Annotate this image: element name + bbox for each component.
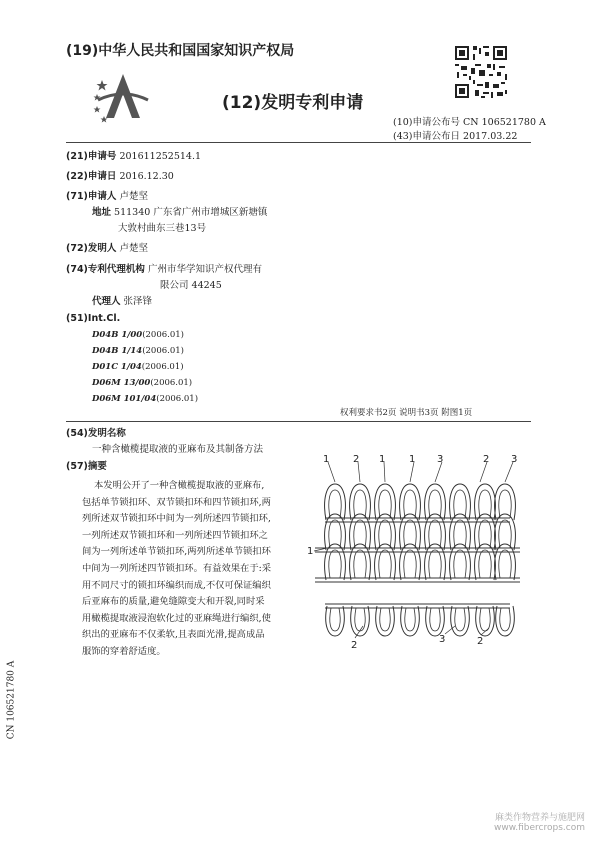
abstract-line: 中间为一列所述四节锁扣环。有益效果在于:采 [82,562,272,574]
abstract-line: 列所述双节锁扣环中间为一列所述四节锁扣环, [82,513,271,525]
ref-label: 1 [307,546,314,557]
ipc-entry: D06M 13/00(2006.01) [92,378,193,388]
fabric-loop-figure [305,448,530,663]
abstract-line: 包括单节锁扣环、双节锁扣环和四节锁扣环,两 [82,496,271,508]
application-number-row [66,148,201,162]
publication-date: (43)申请公布日 2017.03.22 [393,131,518,142]
address-line-1: 511340 广东省广州市增城区新塘镇 [114,207,268,218]
abstract-line: 用橄榄提取液浸泡软化过的亚麻绳进行编织,使 [82,612,271,624]
agency-line-1: 广州市华学知识产权代理有 [147,264,262,275]
page-counts: 权利要求书2页 说明书3页 附图1页 [340,408,473,418]
abstract-line: 一列所述双节锁扣环和一列所述四节锁扣环之 [82,529,268,541]
qr-code-icon [453,44,509,100]
agency-row [66,261,262,275]
agent: 张泽锋 [123,296,153,307]
application-number: 201611252514.1 [119,151,202,162]
applicant: 卢楚坚 [119,191,148,202]
ref-label: 2 [351,640,358,651]
ipc-entry: D04B 1/14(2006.01) [92,346,184,356]
applicant-row [66,188,148,202]
side-publication-number: CN 106521780 A [6,660,17,740]
filing-date: 2016.12.30 [119,171,174,182]
applicant-label: (71)申请人 [66,191,117,202]
abstract-line: 本发明公开了一种含橄榄提取液的亚麻布, [94,480,265,491]
ipc-entry: D01C 1/04(2006.01) [92,362,184,372]
agency-line-2: 限公司 44245 [160,280,222,291]
int-cl-label: (51)Int.Cl. [66,313,121,324]
patent-office-name: (19)中华人民共和国国家知识产权局 [66,43,295,59]
abstract-text [82,478,295,661]
watermark-url: www.fibercrops.com [494,823,585,833]
ref-label: 3 [511,454,518,465]
address-label: 地址 [92,207,112,218]
cnipa-emblem-icon [92,70,154,124]
abstract-line: 后亚麻布的质量,避免缝隙变大和开裂,同时采 [82,596,265,608]
ipc-entry: D06M 101/04(2006.01) [92,394,199,404]
ref-label: 2 [353,454,360,465]
application-number-label: (21)申请号 [66,151,117,162]
middle-loops [325,514,516,580]
ref-label: 1 [379,454,386,465]
abstract-line: 织出的亚麻布不仅柔软,且表面光滑,提高成品 [82,629,265,641]
ref-label: 3 [437,454,444,465]
agent-row [92,293,152,307]
bottom-loops [326,606,515,636]
document-type-title: (12)发明专利申请 [222,93,364,113]
publication-number: (10)申请公布号 CN 106521780 A [393,117,546,128]
ref-label: 2 [483,454,490,465]
invention-title: 一种含橄榄提取液的亚麻布及其制备方法 [92,444,264,455]
header-divider [66,142,531,143]
abstract-line: 间为一列所述单节锁扣环,两列所述单节锁扣环 [82,546,271,558]
address-line-2: 大敦村曲东三巷13号 [118,223,207,234]
ref-label: 1 [409,454,416,465]
ref-label: 2 [477,636,484,647]
agent-label: 代理人 [92,296,121,307]
inventor: 卢楚坚 [119,243,148,254]
inventor-row [66,240,148,254]
abstract-line: 用不同尺寸的锁扣环编织而成,不仅可保证编织 [82,579,271,591]
title-label: (54)发明名称 [66,428,126,439]
address-row [92,204,267,218]
biblio-divider [66,421,531,422]
abstract-line: 服饰的穿着舒适度。 [82,645,166,657]
filing-date-row [66,168,174,182]
watermark-site-name: 麻类作物营养与施肥网 [494,813,585,823]
ref-label: 3 [439,634,446,645]
ipc-entry: D04B 1/00(2006.01) [92,330,184,340]
abstract-label: (57)摘要 [66,461,107,472]
ref-label: 1 [323,454,330,465]
inventor-label: (72)发明人 [66,243,117,254]
agency-label: (74)专利代理机构 [66,264,145,275]
filing-date-label: (22)申请日 [66,171,117,182]
